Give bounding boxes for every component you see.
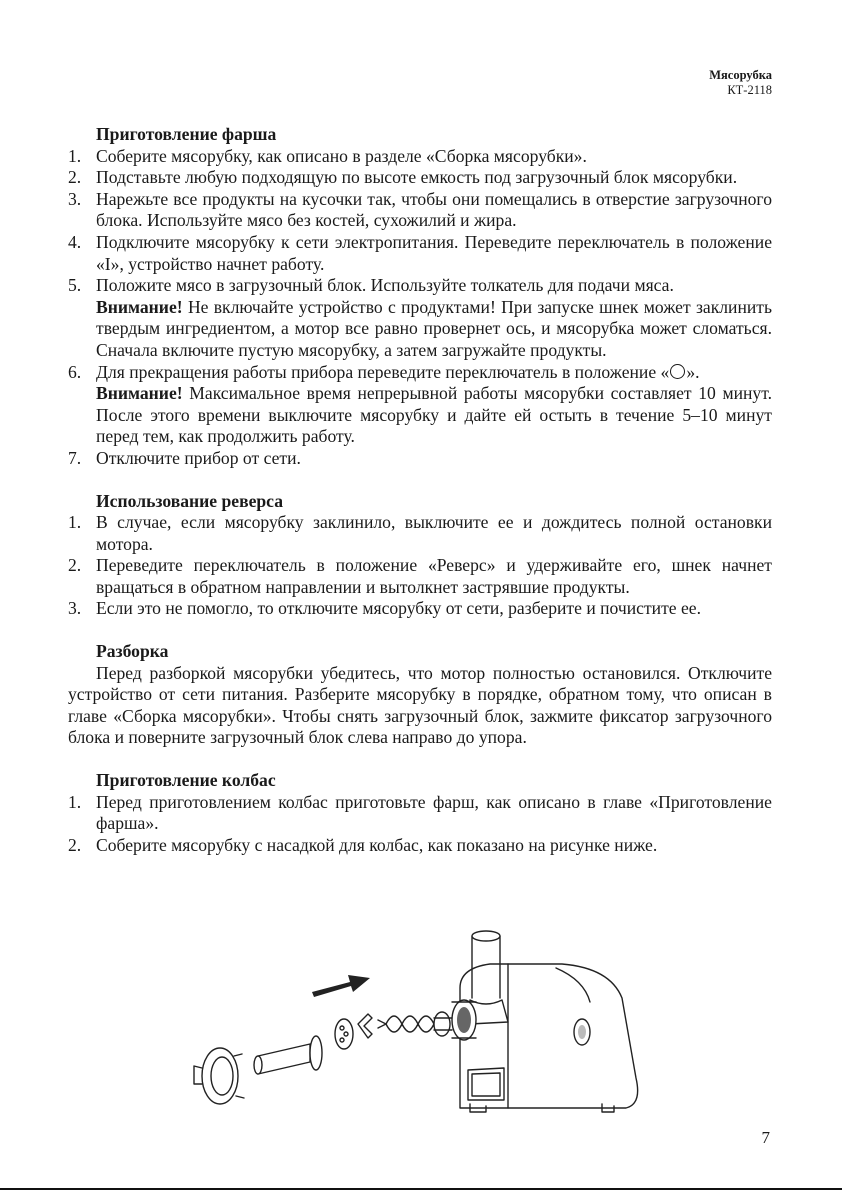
grinding-plate	[335, 1019, 353, 1049]
page-number: 7	[761, 1128, 770, 1147]
warning-label: Внимание!	[96, 296, 183, 317]
paragraph: Перед разборкой мясорубки убедитесь, что мотор полностью остановился. Отключите устройство от сети питания. Разберите мясорубку в порядке, обратном тому, что описан в главе «Сборка мясорубки». Чтобы снять загрузочный блок, зажмите фиксатор загрузочного блока и поверните загрузочный блок слева направо до упора.	[68, 662, 772, 748]
section-disassembly	[68, 641, 772, 749]
list-item: 1. Соберите мясорубку, как описано в разделе «Сборка мясорубки».	[68, 145, 587, 166]
outlet-ring	[452, 1000, 476, 1040]
warning-label: Внимание!	[96, 383, 183, 404]
list-item: 2. Подставьте любую подходящую по высоте емкость под загрузочный блок мясорубки.	[68, 167, 738, 188]
ring-nut	[194, 1048, 244, 1104]
list-item: 1. Перед приготовлением колбас приготовьте фарш, как описано в главе «Приготовление фарша».	[68, 791, 772, 834]
header-brand: Мясорубка	[709, 68, 772, 82]
blade	[358, 1014, 372, 1038]
section-reverse	[68, 491, 772, 621]
section-mince	[68, 124, 772, 470]
section-sausage	[68, 770, 772, 856]
list-item: 3. Если это не помогло, то отключите мясорубку от сети, разберите и почистите ее.	[68, 598, 701, 619]
sausage-nozzle	[254, 1036, 322, 1074]
list-item: 7. Отключите прибор от сети.	[68, 447, 301, 468]
off-position-circle-icon	[670, 364, 685, 379]
list-item: 2. Переведите переключатель в положение «Реверс» и удерживайте его, шнек начнет вращаться в обратном направлении и вытолкнет застрявшие продукты.	[68, 555, 772, 597]
bottom-rule	[0, 1188, 842, 1190]
meat-grinder-sausage-assembly-illustration	[190, 928, 650, 1128]
page-content	[68, 124, 772, 856]
section-title: Разборка	[96, 641, 169, 662]
auger-screw	[378, 1012, 452, 1036]
list-item: 4. Подключите мясорубку к сети электропитания. Переведите переключатель в положение «I», устройство начнет работу.	[68, 231, 772, 274]
list-item: 2. Соберите мясорубку с насадкой для колбас, как показано на рисунке ниже.	[68, 834, 658, 855]
grinder-body	[460, 964, 638, 1112]
header-model: КТ-2118	[727, 83, 772, 97]
on-position-symbol: I	[104, 253, 111, 274]
section-title: Использование реверса	[96, 490, 283, 511]
assembly-arrow-icon	[312, 975, 370, 997]
list-item: 3. Нарежьте все продукты на кусочки так, чтобы они помещались в отверстие загрузочного блока. Используйте мясо без костей, сухожилий и жира.	[68, 188, 772, 231]
list-item: 6. Для прекращения работы прибора переведите переключатель в положение « ». Внимание! Максимальное время непрерывной работы мясорубки составляет 10 минут. После этого времени выключите мясорубку и дайте ей остыть в течение 5–10 минут перед тем, как продолжить работу.	[68, 361, 772, 447]
section-title: Приготовление колбас	[96, 770, 276, 791]
list-item: 1. В случае, если мясорубку заклинило, выключите ее и дождитесь полной остановки мотора.	[68, 512, 772, 554]
page-header	[709, 68, 772, 98]
section-title: Приготовление фарша	[96, 124, 277, 144]
list-item: 5. Положите мясо в загрузочный блок. Используйте толкатель для подачи мяса. Внимание! Не включайте устройство с продуктами! При запуске шнек может заклинить твердым ингредиентом, а мотор все равно провернет ось, и мясорубка может сломаться. Сначала включите пустую мясорубку, а затем загружайте продукты.	[68, 275, 773, 360]
